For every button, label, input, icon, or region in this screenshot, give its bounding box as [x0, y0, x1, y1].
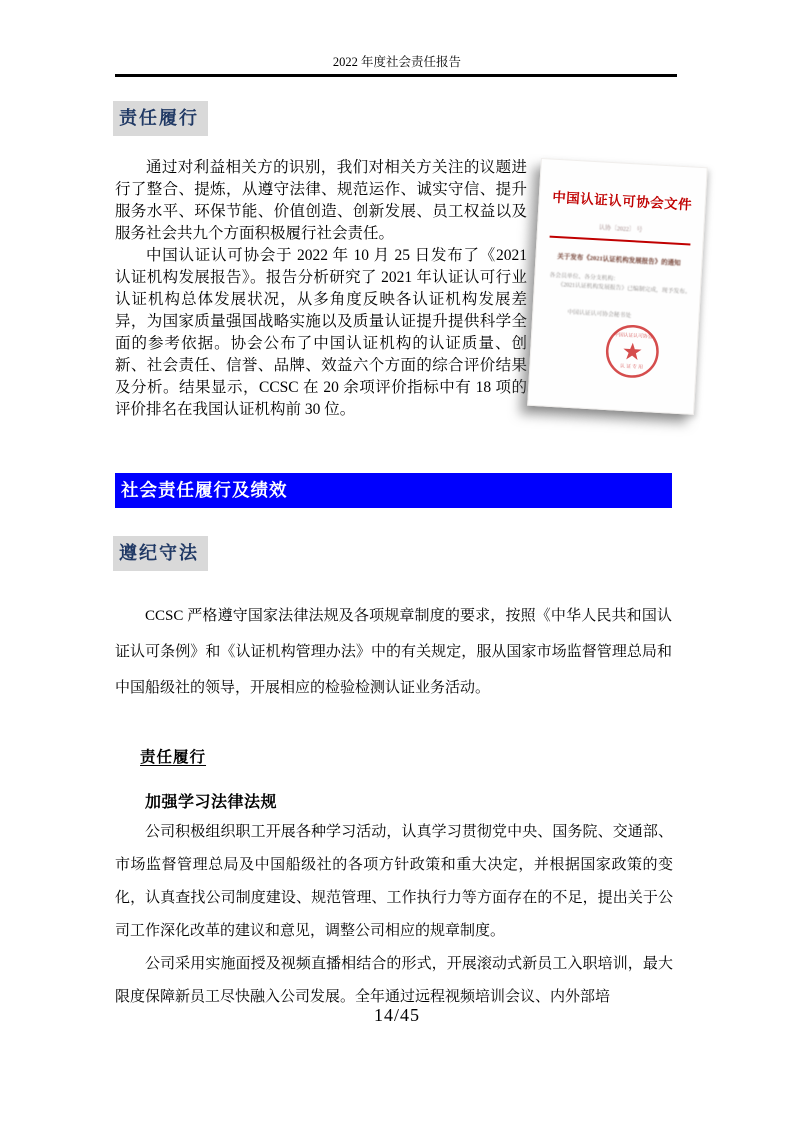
official-red-seal-icon	[602, 321, 663, 382]
paragraph: 通过对利益相关方的识别，我们对相关方关注的议题进行了整合、提炼，从遵守法律、规范运作、诚实守信、提升服务水平、环保节能、价值创造、创新发展、员工权益以及服务社会共九个方面积极履行社会责任。	[115, 159, 527, 242]
paragraph: CCSC 严格遵守国家法律法规及各项规章制度的要求，按照《中华人民共和国认证认可条例》和《认证机构管理办法》中的有关规定，服从国家市场监督管理总局和中国船级社的领导，开展相应的检验检测认证业务活动。	[115, 608, 672, 696]
subheading-responsibility-underlined: 责任履行	[140, 749, 207, 766]
responsibility-text-column	[115, 157, 527, 421]
paragraph: 公司采用实施面授及视频直播相结合的形式，开展滚动式新员工入职培训，最大限度保障新员工尽快融入公司发展。全年通过远程视频培训会议、内外部培	[115, 956, 673, 1005]
svg-text:中国认证认可协会: 中国认证认可协会	[613, 332, 653, 340]
section-heading-responsibility: 责任履行	[113, 101, 208, 136]
section-heading-compliance: 遵纪守法	[113, 536, 208, 571]
law-study-paragraph-block	[115, 816, 673, 1014]
svg-text:认 证 专 用: 认 证 专 用	[619, 364, 644, 371]
certificate-doc-number: 认协〔2022〕 号	[598, 225, 643, 234]
compliance-paragraph-block	[115, 598, 672, 706]
certificate-subject-line: 关于发布《2021认证机构发展报告》的通知	[557, 252, 681, 267]
certificate-red-rule	[549, 236, 691, 246]
certificate-closing-line: 中国认证认可协会秘书处	[567, 309, 632, 319]
certificate-body-text: 各会员单位、各分支机构： 《2021认证机构发展报告》已编制完成，现予发布。	[549, 272, 691, 296]
paragraph: 公司积极组织职工开展各种学习活动，认真学习贯彻党中央、国务院、交通部、市场监督管理总局及中国船级社的各项方针政策和重大决定，并根据国家政策的变化，认真查找公司制度建设、规范管理、工作执行力等方面存在的不足，提出关于公司工作深化改革的建议和意见，调整公司相应的规章制度。	[115, 824, 673, 939]
page-header-title: 2022 年度社会责任报告	[332, 55, 462, 69]
topic-heading-law-study: 加强学习法律法规	[145, 794, 278, 811]
page-number: 14/45	[373, 1005, 420, 1025]
certificate-document-image	[527, 158, 708, 415]
header-divider	[115, 74, 677, 77]
section-banner-performance: 社会责任履行及绩效	[115, 473, 672, 508]
certificate-title: 中国认证认可协会文件	[551, 189, 693, 213]
paragraph: 中国认证认可协会于 2022 年 10 月 25 日发布了《2021 认证机构发展报告》。报告分析研究了 2021 年认证认可行业认证机构总体发展状况，从多角度反映各认证机构发展差异，为国家质量强国战略实施以及质量认证提升提供科学全面的参考依据。协会公布了中国认证机构的认证质量、创新、社会责任、信誉、品牌、效益六个方面的综合评价结果及分析。结果显示，CCSC 在 20 余项评价指标中有 18 项的评价排名在我国认证机构前 30 位。	[115, 247, 527, 418]
